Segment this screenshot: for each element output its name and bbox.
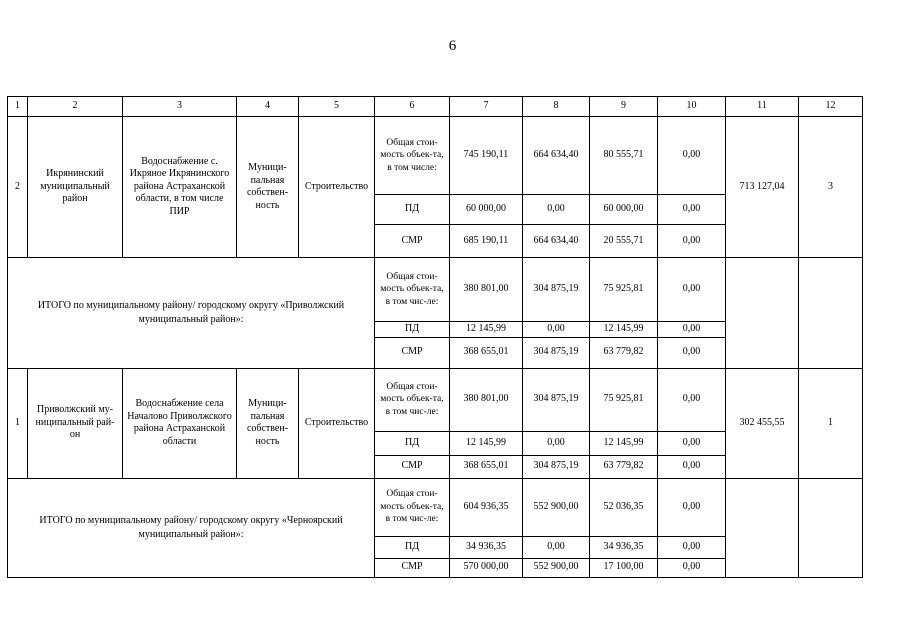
value-cell: 0,00 [523,322,590,338]
col11-cell [726,478,799,577]
value-cell: 12 145,99 [590,431,658,455]
smr-label: СМР [375,455,450,478]
ownership-cell: Муници-пальная собствен-ность [237,117,299,258]
header-cell: 3 [123,97,237,117]
value-cell: 0,00 [658,258,726,322]
header-cell: 11 [726,97,799,117]
value-cell: 304 875,19 [523,258,590,322]
value-cell: 20 555,71 [590,225,658,258]
value-cell: 604 936,35 [450,478,523,536]
header-cell: 12 [799,97,863,117]
header-cell: 9 [590,97,658,117]
value-cell: 80 555,71 [590,117,658,195]
value-cell: 745 190,11 [450,117,523,195]
col12-cell: 3 [799,117,863,258]
row-number: 2 [8,117,28,258]
value-cell: 75 925,81 [590,258,658,322]
header-cell: 6 [375,97,450,117]
table-row [8,258,863,322]
value-cell: 0,00 [658,337,726,368]
value-cell: 664 634,40 [523,117,590,195]
value-cell: 570 000,00 [450,558,523,577]
table-row [8,368,863,431]
value-cell: 0,00 [658,368,726,431]
value-cell: 0,00 [658,225,726,258]
value-cell: 664 634,40 [523,225,590,258]
header-cell: 2 [28,97,123,117]
value-cell: 63 779,82 [590,455,658,478]
header-cell: 8 [523,97,590,117]
col11-cell: 302 455,55 [726,368,799,478]
value-cell: 0,00 [658,536,726,558]
col12-cell: 1 [799,368,863,478]
value-cell: 0,00 [658,478,726,536]
value-cell: 12 145,99 [450,322,523,338]
col11-cell [726,258,799,369]
value-cell: 0,00 [658,558,726,577]
value-cell: 0,00 [658,322,726,338]
value-cell: 0,00 [658,117,726,195]
total-cost-label: Общая стои-мость объек-та, в том чис-ле: [375,368,450,431]
table-row [8,117,863,195]
ownership-cell: Муници-пальная собствен-ность [237,368,299,478]
col12-cell [799,478,863,577]
work-type-cell: Строительство [299,117,375,258]
value-cell: 0,00 [658,431,726,455]
header-cell: 1 [8,97,28,117]
smr-label: СМР [375,558,450,577]
value-cell: 304 875,19 [523,368,590,431]
value-cell: 52 036,35 [590,478,658,536]
col11-cell: 713 127,04 [726,117,799,258]
value-cell: 685 190,11 [450,225,523,258]
total-cost-label: Общая стои-мость объек-та, в том чис-ле: [375,478,450,536]
value-cell: 0,00 [658,195,726,225]
work-type-cell: Строительство [299,368,375,478]
value-cell: 63 779,82 [590,337,658,368]
value-cell: 0,00 [523,536,590,558]
header-cell: 7 [450,97,523,117]
district-cell: Икрянинский муниципальный район [28,117,123,258]
smr-label: СМР [375,337,450,368]
pd-label: ПД [375,322,450,338]
investment-table [7,96,863,578]
col12-cell [799,258,863,369]
value-cell: 380 801,00 [450,258,523,322]
pd-label: ПД [375,195,450,225]
header-cell: 10 [658,97,726,117]
table-row [8,478,863,536]
value-cell: 34 936,35 [450,536,523,558]
value-cell: 368 655,01 [450,455,523,478]
value-cell: 552 900,00 [523,478,590,536]
header-cell: 4 [237,97,299,117]
value-cell: 0,00 [658,455,726,478]
value-cell: 17 100,00 [590,558,658,577]
value-cell: 75 925,81 [590,368,658,431]
subtotal-label: ИТОГО по муниципальному району/ городскому округу «Приволжский муниципальный район»: [8,258,375,369]
value-cell: 380 801,00 [450,368,523,431]
smr-label: СМР [375,225,450,258]
value-cell: 60 000,00 [450,195,523,225]
district-cell: Приволжский му-ниципальный рай-он [28,368,123,478]
header-cell: 5 [299,97,375,117]
value-cell: 368 655,01 [450,337,523,368]
value-cell: 304 875,19 [523,337,590,368]
pd-label: ПД [375,431,450,455]
subtotal-label: ИТОГО по муниципальному району/ городскому округу «Черноярский муниципальный район»: [8,478,375,577]
value-cell: 12 145,99 [590,322,658,338]
page-number: 6 [448,38,457,54]
row-number: 1 [8,368,28,478]
total-cost-label: Общая стои-мость объек-та, в том чис-ле: [375,258,450,322]
total-cost-label: Общая стои-мость объек-та, в том числе: [375,117,450,195]
value-cell: 552 900,00 [523,558,590,577]
value-cell: 12 145,99 [450,431,523,455]
header-row [8,97,863,117]
value-cell: 0,00 [523,431,590,455]
object-cell: Водоснабжение села Началово Приволжского района Астраханской области [123,368,237,478]
value-cell: 34 936,35 [590,536,658,558]
value-cell: 60 000,00 [590,195,658,225]
value-cell: 0,00 [523,195,590,225]
object-cell: Водоснабжение с. Икряное Икрянинского района Астраханской области, в том числе ПИР [123,117,237,258]
value-cell: 304 875,19 [523,455,590,478]
pd-label: ПД [375,536,450,558]
